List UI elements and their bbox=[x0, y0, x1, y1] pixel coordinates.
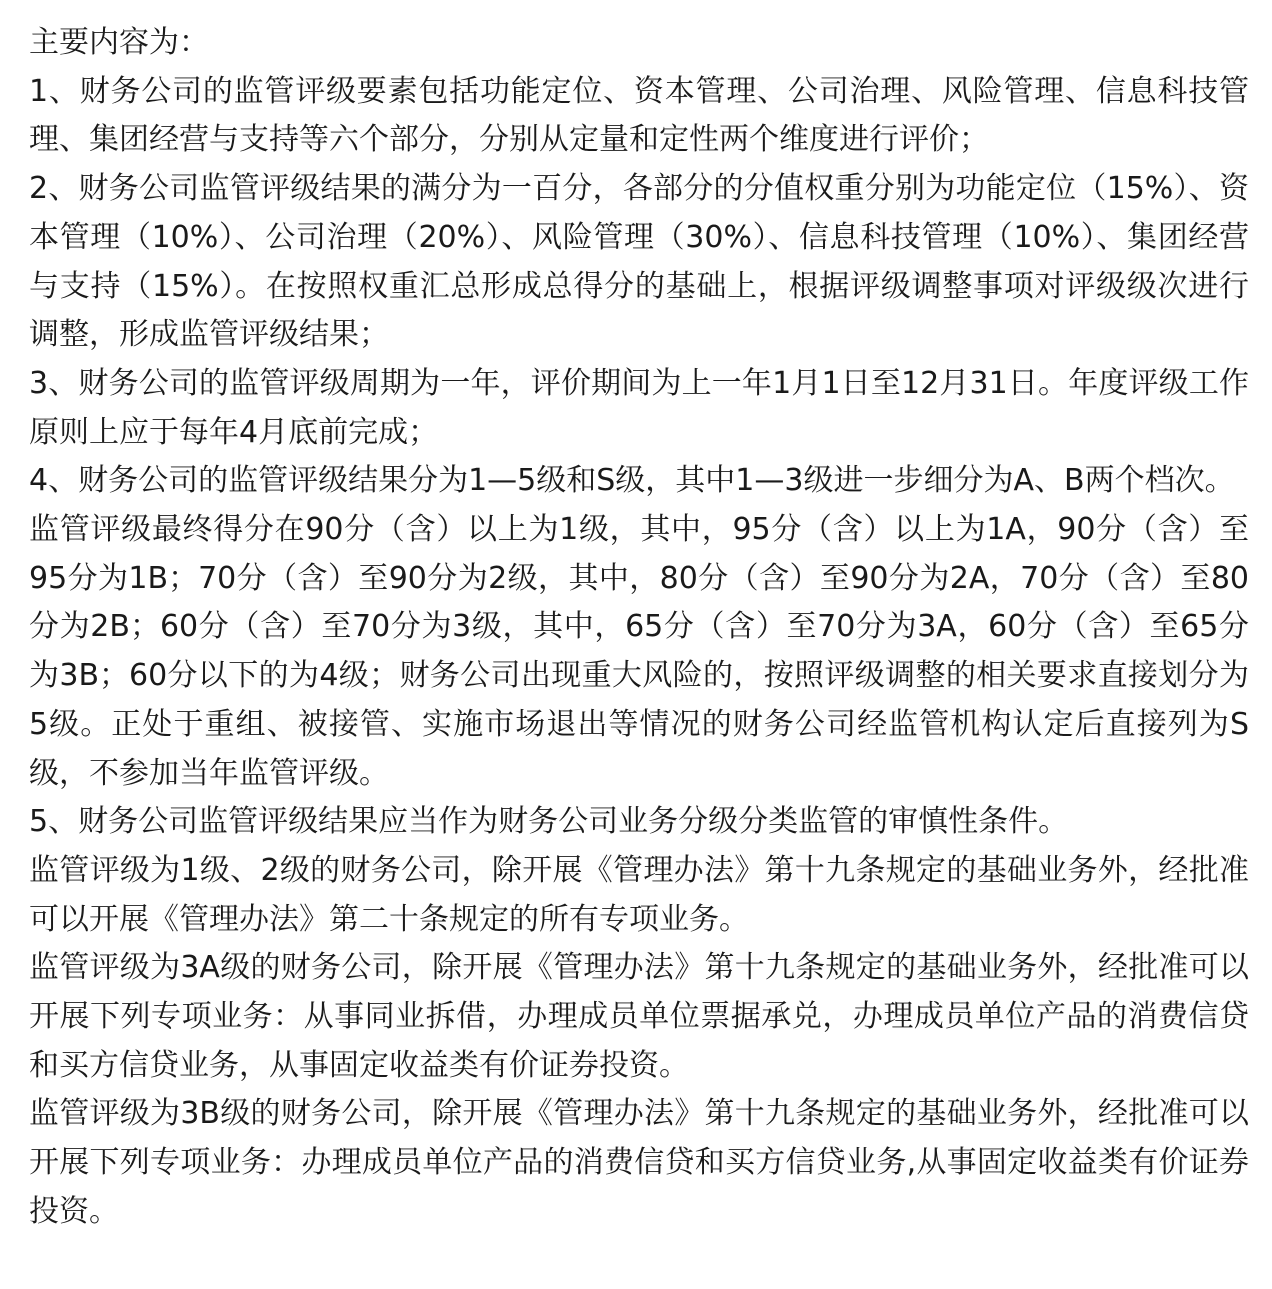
paragraph-item-2: 2、财务公司监管评级结果的满分为一百分，各部分的分值权重分别为功能定位（15%）、资本管理（10%）、公司治理（20%）、风险管理（30%）、信息科技管理（10%）、集团经营与支持（15%）。在按照权重汇总形成总得分的基础上，根据评级调整事项对评级级次进行调整，形成监管评级结果； bbox=[29, 171, 1249, 353]
paragraph-level-1-2-business: 监管评级为1级、2级的财务公司，除开展《管理办法》第十九条规定的基础业务外，经批准可以开展《管理办法》第二十条规定的所有专项业务。 bbox=[29, 852, 1249, 937]
paragraph-level-3a-business: 监管评级为3A级的财务公司，除开展《管理办法》第十九条规定的基础业务外，经批准可以开展下列专项业务：从事同业拆借，办理成员单位票据承兑，办理成员单位产品的消费信贷和买方信贷业务，从事固定收益类有价证券投资。 bbox=[29, 950, 1249, 1083]
paragraph-item-3: 3、财务公司的监管评级周期为一年，评价期间为上一年1月1日至12月31日。年度评级工作原则上应于每年4月底前完成； bbox=[29, 365, 1249, 450]
paragraph-item-4: 4、财务公司的监管评级结果分为1—5级和S级，其中1—3级进一步细分为A、B两个档次。 bbox=[29, 463, 1235, 499]
document-body bbox=[29, 19, 1249, 1237]
paragraph-level-3b-business: 监管评级为3B级的财务公司，除开展《管理办法》第十九条规定的基础业务外，经批准可以开展下列专项业务：办理成员单位产品的消费信贷和买方信贷业务,从事固定收益类有价证券投资。 bbox=[29, 1096, 1249, 1229]
document-heading: 主要内容为： bbox=[29, 25, 209, 60]
paragraph-item-5: 5、财务公司监管评级结果应当作为财务公司业务分级分类监管的审慎性条件。 bbox=[29, 804, 1069, 840]
paragraph-score-levels: 监管评级最终得分在90分（含）以上为1级，其中，95分（含）以上为1A，90分（含）至95分为1B；70分（含）至90分为2级，其中，80分（含）至90分为2A，70分（含）至80分为2B；60分（含）至70分为3级，其中，65分（含）至70分为3A，60分（含）至65分为3B；60分以下的为4级；财务公司出现重大风险的，按照评级调整的相关要求直接划分为5级。正处于重组、被接管、实施市场退出等情况的财务公司经监管机构认定后直接列为S级，不参加当年监管评级。 bbox=[29, 512, 1249, 791]
paragraph-item-1: 1、财务公司的监管评级要素包括功能定位、资本管理、公司治理、风险管理、信息科技管理、集团经营与支持等六个部分，分别从定量和定性两个维度进行评价； bbox=[29, 73, 1249, 158]
